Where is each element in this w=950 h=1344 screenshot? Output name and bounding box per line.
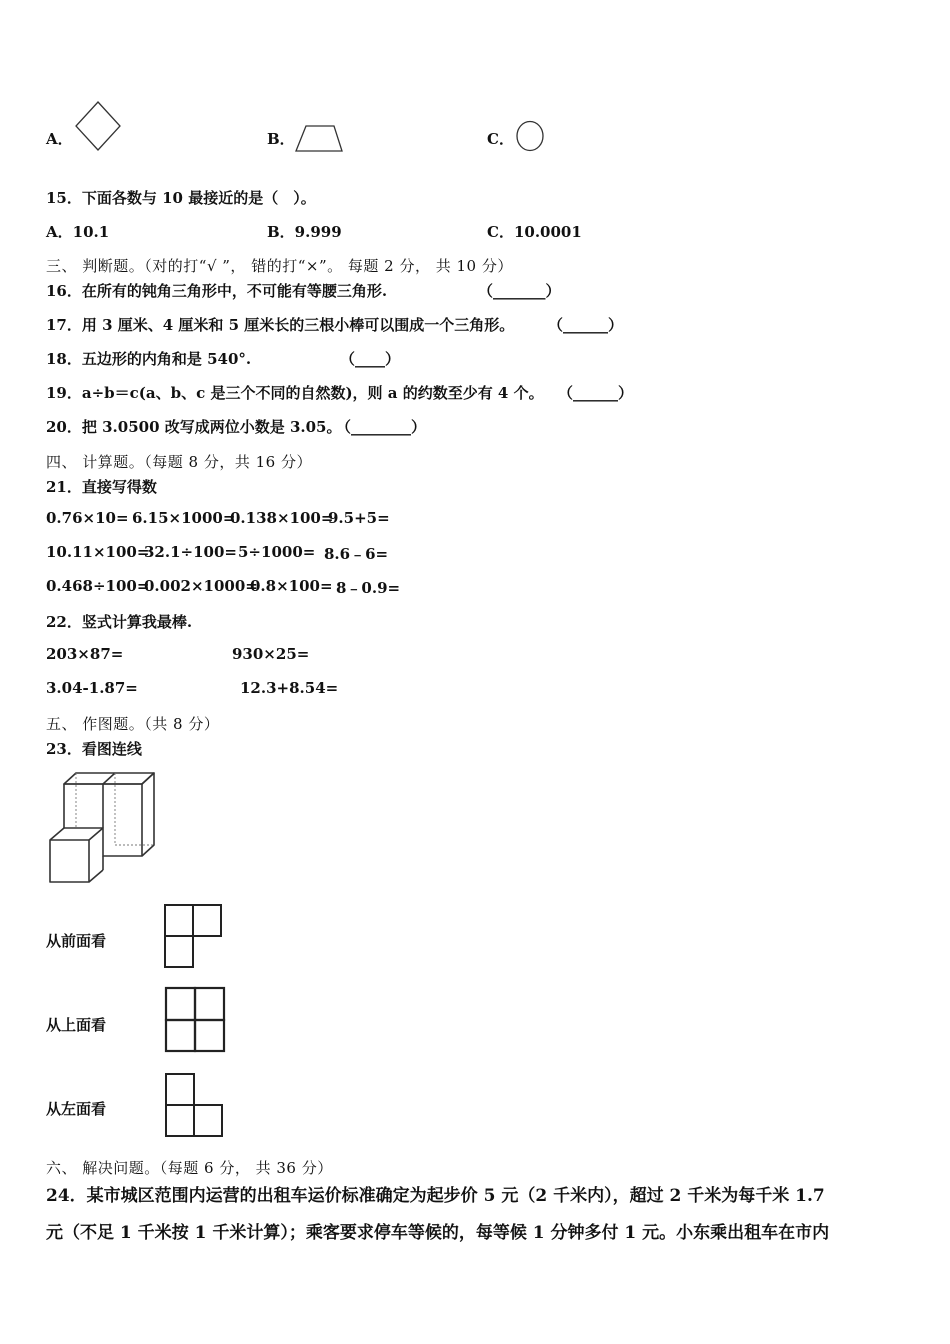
q21-r2c2: 32.1÷100= — [144, 543, 237, 561]
q21-r2c4: 8.6﹣6= — [324, 545, 389, 563]
front-view-figure[interactable] — [163, 903, 225, 969]
q21-r3c1: 0.468÷100= — [46, 577, 150, 595]
q22-title: 22．竖式计算我最棒. — [46, 613, 193, 631]
q19-blank: （______） — [558, 384, 634, 402]
q21-r1c3: 0.138×100= — [230, 509, 334, 527]
q22-r2c1: 3.04-1.87= — [46, 679, 138, 697]
section4-title: 四、 计算题。（每题 8 分，共 16 分） — [46, 453, 312, 471]
left-view-figure[interactable] — [164, 1072, 226, 1138]
q21-r1c1: 0.76×10= — [46, 509, 129, 527]
q22-r1c2: 930×25= — [232, 645, 310, 663]
view-top-label: 从上面看 — [46, 1016, 107, 1034]
diamond-icon — [74, 100, 122, 152]
q21-r3c2: 0.002×1000= — [144, 577, 258, 595]
top-view-figure[interactable] — [164, 986, 228, 1054]
option-a-label: A． — [46, 130, 73, 148]
q21-r1c4: 9.5+5= — [328, 509, 390, 527]
q18-text: 18．五边形的内角和是 540°. — [46, 350, 252, 368]
q16-text: 16．在所有的钝角三角形中，不可能有等腰三角形. — [46, 282, 388, 300]
q20-blank: （________） — [336, 418, 427, 436]
q18-blank: （____） — [340, 350, 401, 368]
option-b-label: B． — [267, 130, 295, 148]
q21-r1c2: 6.15×1000= — [132, 509, 236, 527]
q24-line2: 元（不足 1 千米按 1 千米计算）；乘客要求停车等候的，每等候 1 分钟多付 1 元。小东乘出租车在市内 — [46, 1223, 830, 1243]
q21-r2c3: 5÷1000= — [238, 543, 316, 561]
q16-blank: （_______） — [478, 282, 561, 300]
view-front-label: 从前面看 — [46, 932, 107, 950]
trapezoid-icon — [294, 124, 344, 154]
q15-option-b: B．9.999 — [267, 223, 342, 241]
q22-r1c1: 203×87= — [46, 645, 124, 663]
q15-option-a: A．10.1 — [46, 223, 110, 241]
q17-blank: （______） — [548, 316, 624, 334]
section3-title: 三、 判断题。（对的打“√ ”， 错的打“×”。 每题 2 分， 共 10 分） — [46, 257, 513, 275]
q15-option-c: C．10.0001 — [487, 223, 582, 241]
circle-icon — [514, 119, 546, 153]
q20-text: 20．把 3.0500 改写成两位小数是 3.05。 — [46, 418, 342, 436]
view-left-label: 从左面看 — [46, 1100, 107, 1118]
q21-title: 21．直接写得数 — [46, 478, 157, 496]
q21-r3c3: 0.8×100= — [250, 577, 333, 595]
q15-question: 15．下面各数与 10 最接近的是（ ）。 — [46, 189, 316, 207]
q21-r3c4: 8﹣0.9= — [336, 579, 401, 597]
q22-r2c2: 12.3+8.54= — [240, 679, 339, 697]
option-c-label: C． — [487, 130, 514, 148]
cube-stack-figure — [46, 770, 158, 886]
q24-line1: 24．某市城区范围内运营的出租车运价标准确定为起步价 5 元（2 千米内），超过 2 千米为每千米 1.7 — [46, 1186, 825, 1206]
q17-text: 17．用 3 厘米、4 厘米和 5 厘米长的三根小棒可以围成一个三角形。 — [46, 316, 515, 334]
q23-title: 23．看图连线 — [46, 740, 142, 758]
section5-title: 五、 作图题。（共 8 分） — [46, 715, 220, 733]
q21-r2c1: 10.11×100= — [46, 543, 150, 561]
section6-title: 六、 解决问题。（每题 6 分， 共 36 分） — [46, 1159, 333, 1177]
q19-text: 19．a÷b＝c(a、b、c 是三个不同的自然数)，则 a 的约数至少有 4 个。 — [46, 384, 544, 402]
